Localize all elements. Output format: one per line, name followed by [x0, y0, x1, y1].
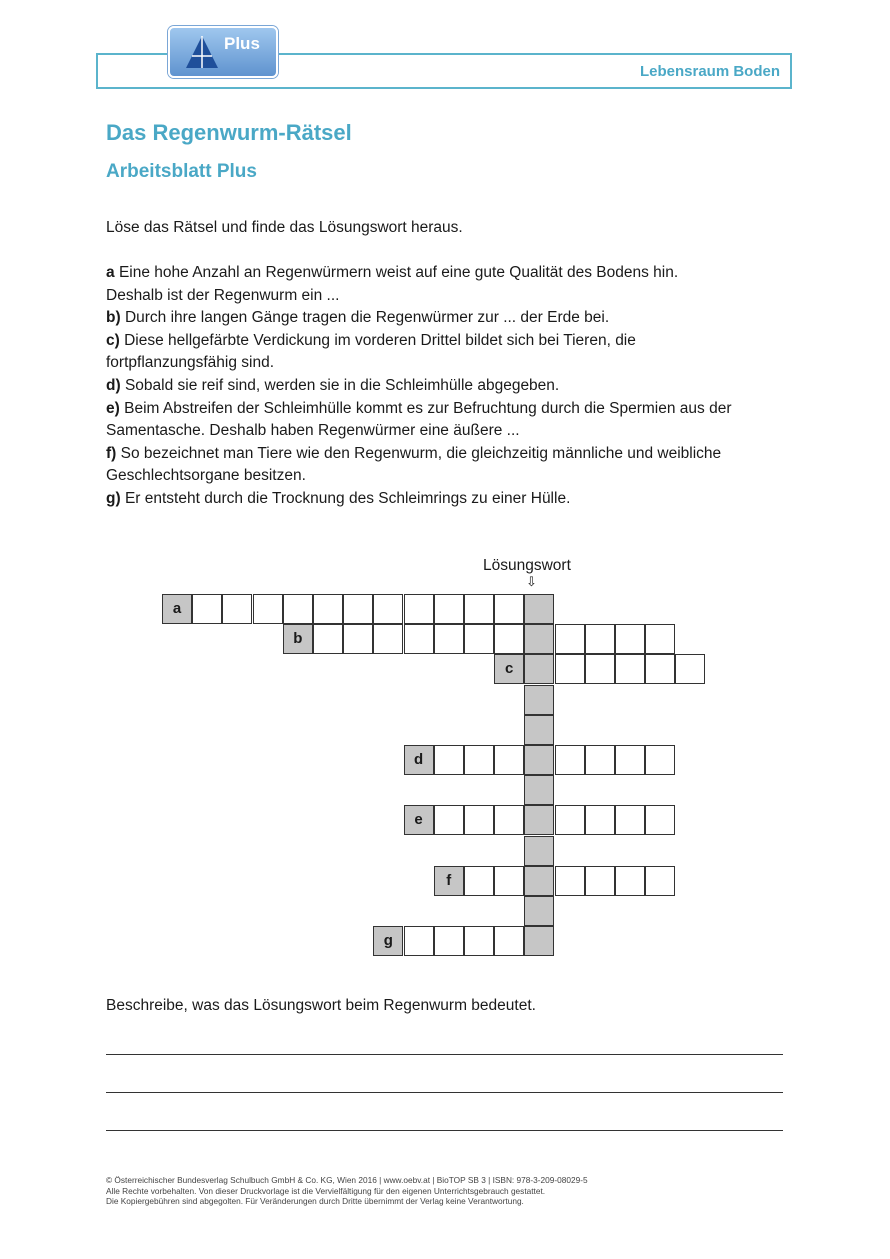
- answer-cell[interactable]: [494, 624, 524, 654]
- clue-label-cell: f: [434, 866, 464, 896]
- pyramid-icon: [184, 34, 220, 70]
- answer-cell[interactable]: [404, 926, 434, 956]
- footer: [106, 1175, 588, 1207]
- clue-e: e) Beim Abstreifen der Schleimhülle kommt es zur Befruchtung durch die Spermien aus der Samentasche. Deshalb haben Regenwürmer eine äußere ...: [106, 399, 732, 440]
- answer-cell[interactable]: [464, 926, 494, 956]
- answer-cell[interactable]: [585, 624, 615, 654]
- solution-cell[interactable]: [524, 926, 554, 956]
- solution-word-label: Lösungswort: [483, 557, 571, 574]
- clue-f: f) So bezeichnet man Tiere wie den Regenwurm, die gleichzeitig männliche und weibliche Geschlechtsorgane besitzen.: [106, 444, 722, 485]
- footer-rights: Alle Rechte vorbehalten. Von dieser Druckvorlage ist die Vervielfältigung für den eigenen Unterrichtsgebrauch gestattet.: [106, 1185, 546, 1196]
- answer-cell[interactable]: [404, 594, 434, 624]
- answer-cell[interactable]: [615, 805, 645, 835]
- answer-cell[interactable]: [585, 745, 615, 775]
- clue-c: c) Diese hellgefärbte Verdickung im vorderen Drittel bildet sich bei Tieren, die fortpflanzungsfähig sind.: [106, 331, 636, 372]
- answer-line[interactable]: [106, 1054, 783, 1055]
- solution-cell[interactable]: [524, 594, 554, 624]
- answer-cell[interactable]: [555, 654, 585, 684]
- clue-label-cell: e: [404, 805, 434, 835]
- answer-line[interactable]: [106, 1130, 783, 1131]
- solution-cell[interactable]: [524, 624, 554, 654]
- answer-cell[interactable]: [494, 745, 524, 775]
- answer-cell[interactable]: [434, 624, 464, 654]
- answer-cell[interactable]: [464, 805, 494, 835]
- solution-cell[interactable]: [524, 775, 554, 805]
- answer-cell[interactable]: [192, 594, 222, 624]
- solution-cell[interactable]: [524, 745, 554, 775]
- answer-cell[interactable]: [253, 594, 283, 624]
- answer-cell[interactable]: [585, 805, 615, 835]
- answer-cell[interactable]: [645, 745, 675, 775]
- answer-cell[interactable]: [283, 594, 313, 624]
- answer-cell[interactable]: [313, 624, 343, 654]
- answer-cell[interactable]: [434, 594, 464, 624]
- answer-cell[interactable]: [555, 745, 585, 775]
- answer-cell[interactable]: [615, 866, 645, 896]
- answer-cell[interactable]: [464, 745, 494, 775]
- answer-cell[interactable]: [313, 594, 343, 624]
- clue-label-cell: a: [162, 594, 192, 624]
- answer-cell[interactable]: [585, 654, 615, 684]
- answer-line[interactable]: [106, 1092, 783, 1093]
- clue-label-cell: b: [283, 624, 313, 654]
- answer-cell[interactable]: [555, 805, 585, 835]
- answer-cell[interactable]: [373, 594, 403, 624]
- answer-cell[interactable]: [343, 624, 373, 654]
- solution-cell[interactable]: [524, 654, 554, 684]
- answer-cell[interactable]: [494, 866, 524, 896]
- answer-cell[interactable]: [615, 654, 645, 684]
- answer-cell[interactable]: [343, 594, 373, 624]
- answer-cell[interactable]: [645, 624, 675, 654]
- clue-label-cell: c: [494, 654, 524, 684]
- answer-cell[interactable]: [494, 926, 524, 956]
- solution-cell[interactable]: [524, 715, 554, 745]
- answer-cell[interactable]: [585, 866, 615, 896]
- instruction-text: Löse das Rätsel und finde das Lösungswort heraus.: [106, 219, 463, 236]
- answer-cell[interactable]: [373, 624, 403, 654]
- answer-cell[interactable]: [434, 745, 464, 775]
- clue-list: [106, 262, 796, 511]
- clue-g: g) Er entsteht durch die Trocknung des Schleimrings zu einer Hülle.: [106, 489, 571, 507]
- question-text: Beschreibe, was das Lösungswort beim Regenwurm bedeutet.: [106, 997, 536, 1014]
- answer-cell[interactable]: [555, 624, 585, 654]
- answer-cell[interactable]: [645, 805, 675, 835]
- page-subtitle: Arbeitsblatt Plus: [106, 161, 257, 182]
- answer-cell[interactable]: [494, 805, 524, 835]
- answer-cell[interactable]: [615, 745, 645, 775]
- answer-cell[interactable]: [434, 805, 464, 835]
- solution-cell[interactable]: [524, 866, 554, 896]
- page-title: Das Regenwurm-Rätsel: [106, 120, 352, 145]
- answer-cell[interactable]: [645, 654, 675, 684]
- answer-cell[interactable]: [494, 594, 524, 624]
- answer-cell[interactable]: [464, 866, 494, 896]
- section-title: Lebensraum Boden: [639, 63, 780, 80]
- clue-a: a Eine hohe Anzahl an Regenwürmern weist auf eine gute Qualität des Bodens hin. Deshalb ist der Regenwurm ein ...: [106, 264, 679, 304]
- footer-disclaimer: Die Kopiergebühren sind abgegolten. Für Veränderungen durch Dritte übernimmt der Verlag keine Verantwortung.: [106, 1196, 524, 1206]
- answer-cell[interactable]: [615, 624, 645, 654]
- answer-cell[interactable]: [464, 594, 494, 624]
- answer-cell[interactable]: [222, 594, 252, 624]
- answer-cell[interactable]: [464, 624, 494, 654]
- solution-cell[interactable]: [524, 685, 554, 715]
- down-arrow-icon: ⇩: [526, 574, 537, 589]
- answer-cell[interactable]: [404, 624, 434, 654]
- logo-text: Plus: [224, 34, 260, 53]
- clue-label-cell: d: [404, 745, 434, 775]
- answer-cell[interactable]: [645, 866, 675, 896]
- footer-copyright: © Österreichischer Bundesverlag Schulbuch GmbH & Co. KG, Wien 2016 | www.oebv.at | BioTOP SB 3 | ISBN: 978-3-209-08029-5: [106, 1175, 588, 1185]
- solution-cell[interactable]: [524, 805, 554, 835]
- solution-cell[interactable]: [524, 896, 554, 926]
- logo: [168, 26, 278, 78]
- solution-cell[interactable]: [524, 836, 554, 866]
- answer-cell[interactable]: [675, 654, 705, 684]
- answer-cell[interactable]: [434, 926, 464, 956]
- clue-label-cell: g: [373, 926, 403, 956]
- clue-b: b) Durch ihre langen Gänge tragen die Regenwürmer zur ... der Erde bei.: [106, 309, 610, 327]
- answer-cell[interactable]: [555, 866, 585, 896]
- clue-d: d) Sobald sie reif sind, werden sie in die Schleimhülle abgegeben.: [106, 376, 560, 394]
